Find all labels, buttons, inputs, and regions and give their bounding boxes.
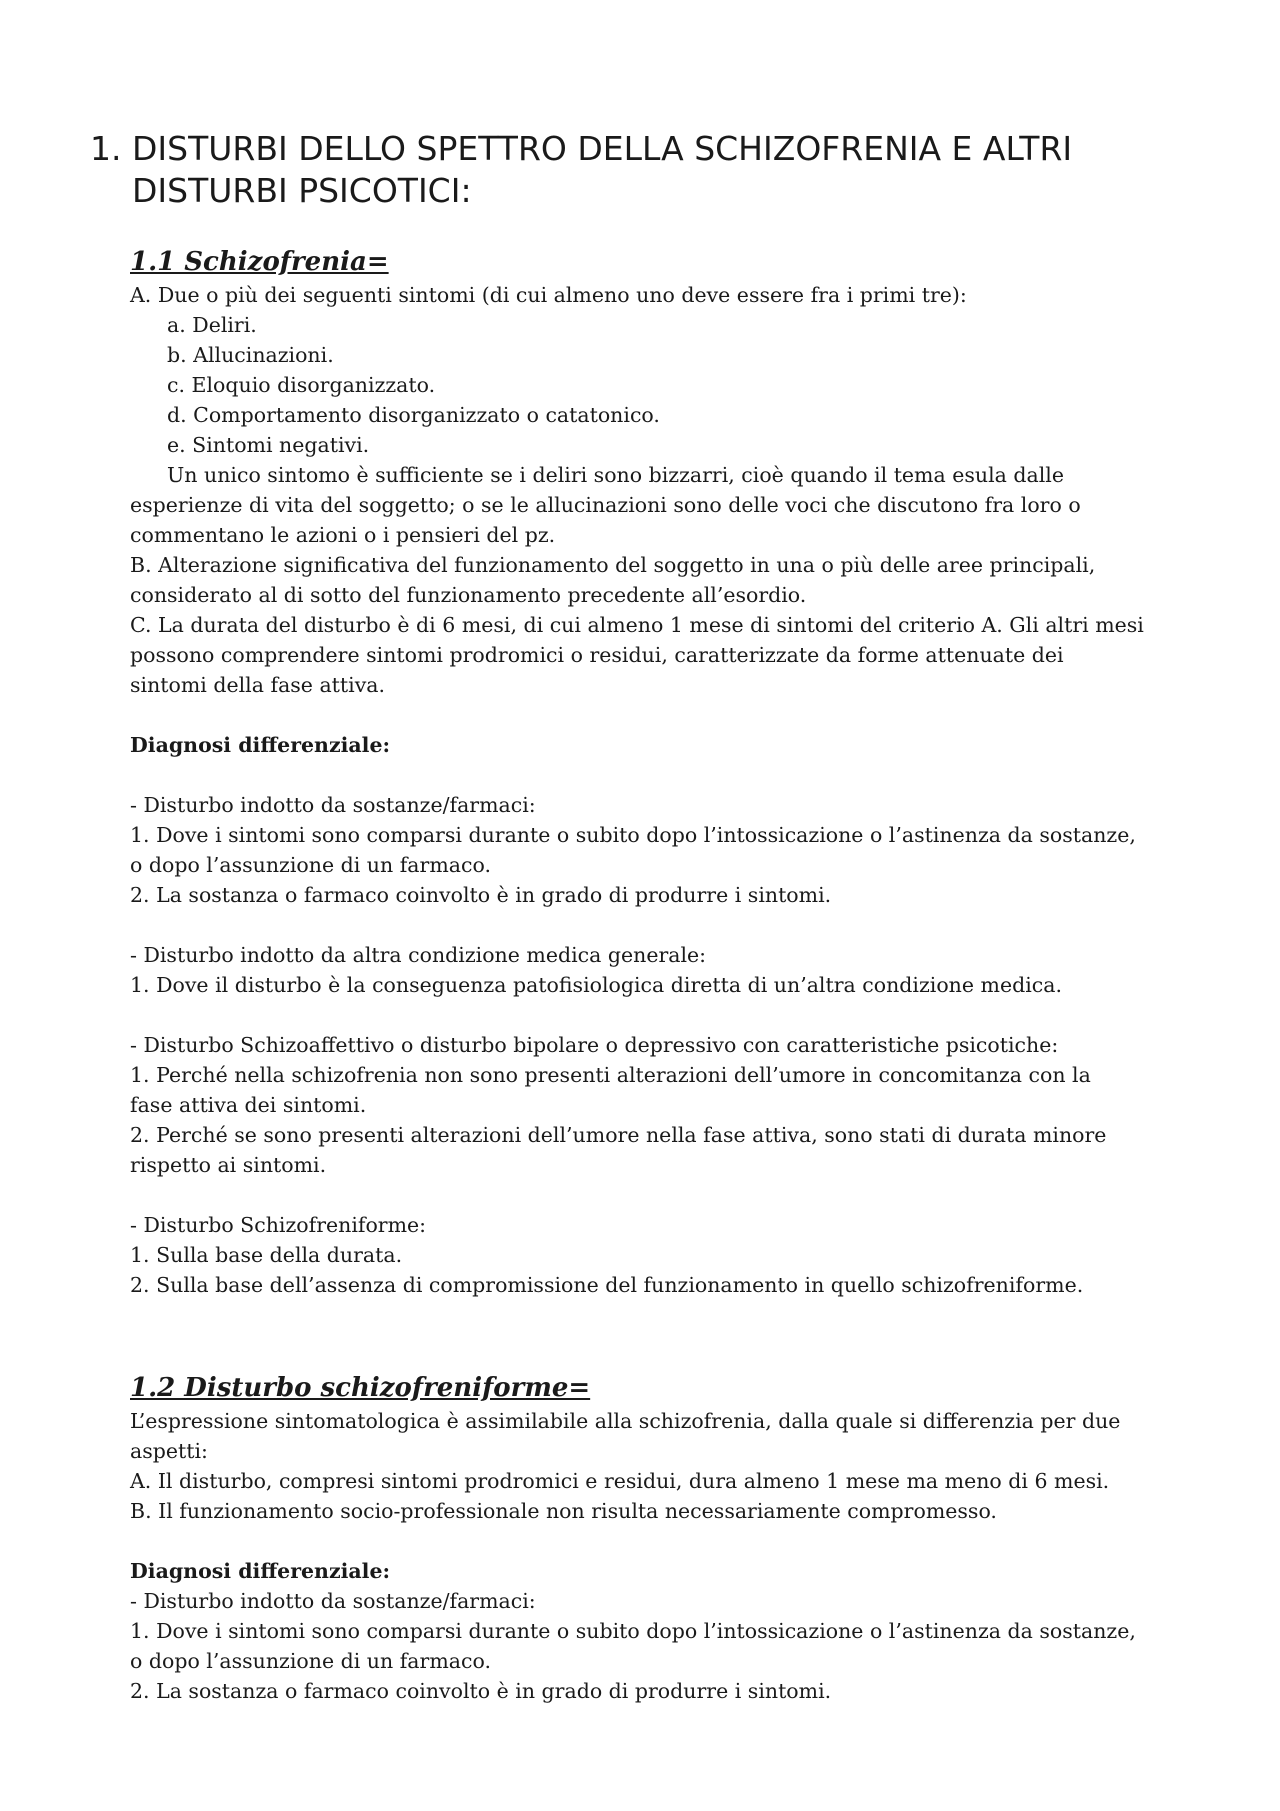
differential-item-line: 1. Dove il disturbo è la conseguenza patofisiologica diretta di un’altra condizione medica. (130, 973, 1062, 997)
criterion-b-line: B. Alterazione significativa del funzionamento del soggetto in una o più delle aree principali, (130, 553, 1096, 577)
criterion-b-line: B. Il funzionamento socio-professionale non risulta necessariamente compromesso. (130, 1499, 997, 1523)
chapter-title-line-1: DISTURBI DELLO SPETTRO DELLA SCHIZOFRENIA E ALTRI (132, 129, 1073, 168)
differential-item-line: fase attiva dei sintomi. (130, 1093, 367, 1117)
criterion-c-line: sintomi della fase attiva. (130, 673, 386, 697)
differential-item-line: o dopo l’assunzione di un farmaco. (130, 853, 491, 877)
symptom-item: e. Sintomi negativi. (167, 433, 370, 457)
section-title-schizofrenia: 1.1 Schizofrenia= (130, 247, 389, 277)
differential-item-head: - Disturbo indotto da sostanze/farmaci: (130, 793, 536, 817)
differential-diagnosis-heading: Diagnosi differenziale: (130, 733, 391, 757)
differential-item-head: - Disturbo Schizoaffettivo o disturbo bipolare o depressivo con caratteristiche psicotiche: (130, 1033, 1059, 1057)
symptom-item: d. Comportamento disorganizzato o catatonico. (167, 403, 660, 427)
note-line: esperienze di vita del soggetto; o se le allucinazioni sono delle voci che discutono fra loro o (130, 493, 1081, 517)
chapter-number: 1. (90, 129, 122, 168)
criterion-c-line: possono comprendere sintomi prodromici o residui, caratterizzate da forme attenuate dei (130, 643, 1064, 667)
section-body-schizofrenia (130, 280, 1210, 1300)
symptom-item: b. Allucinazioni. (167, 343, 334, 367)
differential-item-head: - Disturbo indotto da altra condizione medica generale: (130, 943, 707, 967)
symptom-item: a. Deliri. (167, 313, 257, 337)
note-line: Un unico sintomo è sufficiente se i deliri sono bizzarri, cioè quando il tema esula dalle (167, 463, 1064, 487)
differential-item-line: o dopo l’assunzione di un farmaco. (130, 1649, 491, 1673)
differential-item-line: 2. La sostanza o farmaco coinvolto è in grado di produrre i sintomi. (130, 883, 832, 907)
criterion-a-intro: A. Due o più dei seguenti sintomi (di cui almeno uno deve essere fra i primi tre): (130, 283, 967, 307)
intro-line: aspetti: (130, 1439, 208, 1463)
differential-item-line: 2. Sulla base dell’assenza di compromissione del funzionamento in quello schizofreniforme. (130, 1273, 1084, 1297)
chapter-title-line-2: DISTURBI PSICOTICI: (132, 171, 472, 210)
differential-item-head: - Disturbo indotto da sostanze/farmaci: (130, 1589, 536, 1613)
differential-item-line: 1. Dove i sintomi sono comparsi durante o subito dopo l’intossicazione o l’astinenza da sostanze, (130, 823, 1136, 847)
criterion-b-line: considerato al di sotto del funzionamento precedente all’esordio. (130, 583, 807, 607)
note-line: commentano le azioni o i pensieri del pz. (130, 523, 556, 547)
differential-item-head: - Disturbo Schizofreniforme: (130, 1213, 427, 1237)
criterion-a-line: A. Il disturbo, compresi sintomi prodromici e residui, dura almeno 1 mese ma meno di 6 mesi. (130, 1469, 1110, 1493)
differential-item-line: 1. Sulla base della durata. (130, 1243, 403, 1267)
symptom-item: c. Eloquio disorganizzato. (167, 373, 436, 397)
section-body-schizofreniforme (130, 1406, 1210, 1706)
differential-item-line: 1. Dove i sintomi sono comparsi durante o subito dopo l’intossicazione o l’astinenza da sostanze, (130, 1619, 1136, 1643)
differential-diagnosis-heading: Diagnosi differenziale: (130, 1559, 391, 1583)
differential-item-line: 2. Perché se sono presenti alterazioni dell’umore nella fase attiva, sono stati di durata minore (130, 1123, 1107, 1147)
chapter-heading (90, 128, 1190, 212)
differential-item-line: rispetto ai sintomi. (130, 1153, 327, 1177)
differential-item-line: 2. La sostanza o farmaco coinvolto è in grado di produrre i sintomi. (130, 1679, 832, 1703)
intro-line: L’espressione sintomatologica è assimilabile alla schizofrenia, dalla quale si differenzia per due (130, 1409, 1121, 1433)
criterion-c-line: C. La durata del disturbo è di 6 mesi, di cui almeno 1 mese di sintomi del criterio A. Gli altri mesi (130, 613, 1144, 637)
section-title-schizofreniforme: 1.2 Disturbo schizofreniforme= (130, 1373, 591, 1403)
differential-item-line: 1. Perché nella schizofrenia non sono presenti alterazioni dell’umore in concomitanza con la (130, 1063, 1091, 1087)
